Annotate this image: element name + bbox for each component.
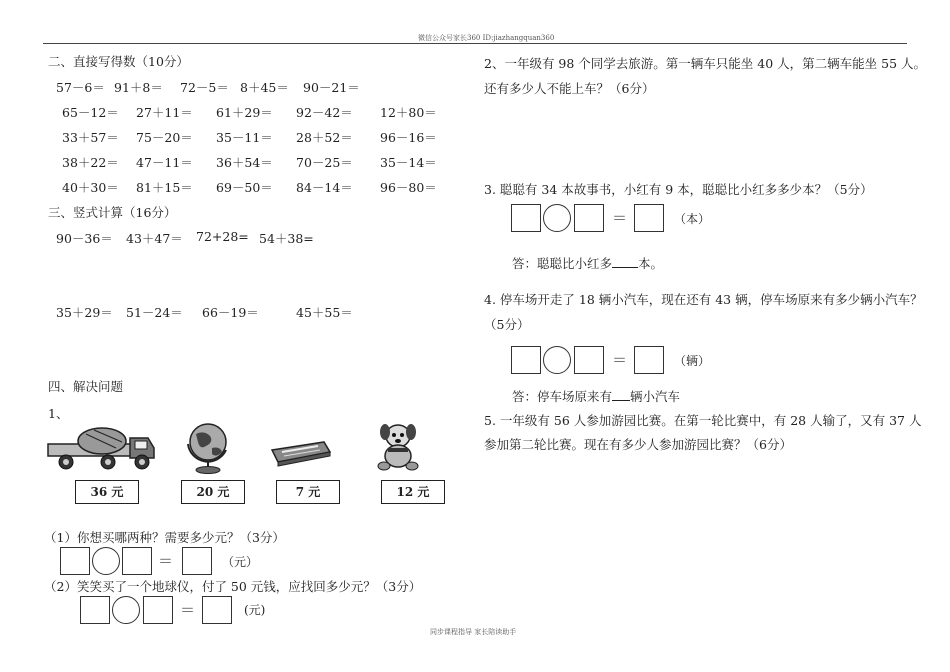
calc-row xyxy=(0,128,460,146)
answer-box[interactable] xyxy=(634,204,664,232)
price-tag-globe: 20 元 xyxy=(181,480,245,504)
calc-problem: 40＋30＝ xyxy=(62,180,119,195)
operator-circle[interactable] xyxy=(112,596,140,624)
unit-label: （本） xyxy=(674,212,711,226)
q2-line1: 2、一年级有 98 个同学去旅游。第一辆车只能坐 40 人，第二辆车能坐 55 人。 xyxy=(484,56,927,71)
calc-problem: 75－20＝ xyxy=(136,130,193,145)
sub-question-1: （1）你想买哪两种？需要多少元？（3分） xyxy=(44,530,285,545)
calc-row xyxy=(0,103,460,121)
answer-box[interactable] xyxy=(60,547,90,575)
calc-problem: 12＋80＝ xyxy=(380,105,437,120)
cement-truck-icon xyxy=(44,424,156,472)
calc-problem: 28＋52＝ xyxy=(296,130,353,145)
calc-problem: 38＋22＝ xyxy=(62,155,119,170)
vertical-calc-5: 35＋29＝ xyxy=(56,305,113,320)
price-tag-truck: 36 元 xyxy=(75,480,139,504)
globe-icon xyxy=(180,420,236,476)
q4-answer xyxy=(512,387,680,405)
q4-line2: （5分） xyxy=(484,317,530,332)
answer-box[interactable] xyxy=(202,596,232,624)
q4-line1: 4. 停车场开走了 18 辆小汽车，现在还有 43 辆，停车场原来有多少辆小汽车？ xyxy=(484,292,923,307)
calc-problem: 70－25＝ xyxy=(296,155,353,170)
calc-problem: 57－6＝ xyxy=(56,80,105,95)
calc-problem: 65－12＝ xyxy=(62,105,119,120)
calc-problem: 72－5＝ xyxy=(180,80,229,95)
answer-box[interactable] xyxy=(511,346,541,374)
q4-answer-suffix: 辆小汽车 xyxy=(630,389,681,404)
calc-problem: 47－11＝ xyxy=(136,155,193,170)
answer-blank[interactable] xyxy=(612,256,638,268)
calc-problem: 84－14＝ xyxy=(296,180,353,195)
calc-problem: 69－50＝ xyxy=(216,180,273,195)
answer-box[interactable] xyxy=(574,346,604,374)
answer-box[interactable] xyxy=(80,596,110,624)
section3-title: 三、竖式计算（16分） xyxy=(48,205,177,220)
calc-problem: 35－11＝ xyxy=(216,130,273,145)
price-tag-toy-dog: 12 元 xyxy=(381,480,445,504)
sub-question-2: （2）笑笑买了一个地球仪，付了 50 元钱，应找回多少元？（3分） xyxy=(44,579,422,594)
pencil-case-icon xyxy=(268,436,334,468)
vertical-calc-4: 54＋38= xyxy=(259,231,314,246)
vertical-calc-7: 66－19＝ xyxy=(202,305,259,320)
toy-dog-icon xyxy=(372,420,424,474)
equals-sign: ＝ xyxy=(158,552,174,570)
vertical-calc-8: 45＋55＝ xyxy=(296,305,353,320)
calc-problem: 96－80＝ xyxy=(380,180,437,195)
calc-problem: 90－21＝ xyxy=(303,80,360,95)
calc-problem: 92－42＝ xyxy=(296,105,353,120)
answer-box[interactable] xyxy=(143,596,173,624)
calc-problem: 61＋29＝ xyxy=(216,105,273,120)
calc-problem: 96－16＝ xyxy=(380,130,437,145)
section2-title: 二、直接写得数（10分） xyxy=(48,54,189,69)
answer-blank[interactable] xyxy=(612,389,630,401)
header-text: 微信公众号家长360 ID:jiazhangquan360 xyxy=(418,34,555,42)
q3-text: 3. 聪聪有 34 本故事书，小红有 9 本，聪聪比小红多多少本？（5分） xyxy=(484,182,873,197)
q5-line1: 5. 一年级有 56 人参加游园比赛。在第一轮比赛中，有 28 人输了，又有 37 人 xyxy=(484,413,922,428)
footer-text: 同步课程指导 家长陪读助手 xyxy=(430,628,517,636)
calc-problem: 91＋8＝ xyxy=(114,80,163,95)
q3-answer-suffix: 本。 xyxy=(638,256,664,271)
header-divider xyxy=(43,43,907,44)
unit-label: （辆） xyxy=(674,354,711,368)
calc-problem: 81＋15＝ xyxy=(136,180,193,195)
question-1-label: 1、 xyxy=(48,406,69,421)
vertical-calc-6: 51－24＝ xyxy=(126,305,183,320)
q3-answer xyxy=(512,254,663,272)
calc-row xyxy=(0,153,460,171)
q4-answer-prefix: 答：停车场原来有 xyxy=(512,389,613,404)
unit-label: （元） xyxy=(222,555,259,569)
equals-sign: ＝ xyxy=(612,351,628,369)
unit-label: (元) xyxy=(244,603,266,617)
vertical-calc-3: 72+28= xyxy=(196,229,249,244)
q2-line2: 还有多少人不能上车？（6分） xyxy=(484,81,655,96)
q5-line2: 参加第二轮比赛。现在有多少人参加游园比赛？（6分） xyxy=(484,437,792,452)
calc-problem: 27＋11＝ xyxy=(136,105,193,120)
equals-sign: ＝ xyxy=(180,601,196,619)
vertical-calc-1: 90－36＝ xyxy=(56,231,113,246)
vertical-calc-2: 43＋47＝ xyxy=(126,231,183,246)
section4-title: 四、解决问题 xyxy=(48,379,124,394)
price-tag-pencil-case: 7 元 xyxy=(276,480,340,504)
calc-row xyxy=(0,78,460,96)
operator-circle[interactable] xyxy=(543,204,571,232)
answer-box[interactable] xyxy=(634,346,664,374)
operator-circle[interactable] xyxy=(543,346,571,374)
calc-row xyxy=(0,178,460,196)
q3-answer-prefix: 答：聪聪比小红多 xyxy=(512,256,613,271)
operator-circle[interactable] xyxy=(92,547,120,575)
answer-box[interactable] xyxy=(574,204,604,232)
calc-problem: 8＋45＝ xyxy=(240,80,289,95)
equals-sign: ＝ xyxy=(612,209,628,227)
answer-box[interactable] xyxy=(511,204,541,232)
calc-problem: 36＋54＝ xyxy=(216,155,273,170)
calc-problem: 33＋57＝ xyxy=(62,130,119,145)
calc-problem: 35－14＝ xyxy=(380,155,437,170)
answer-box[interactable] xyxy=(122,547,152,575)
answer-box[interactable] xyxy=(182,547,212,575)
